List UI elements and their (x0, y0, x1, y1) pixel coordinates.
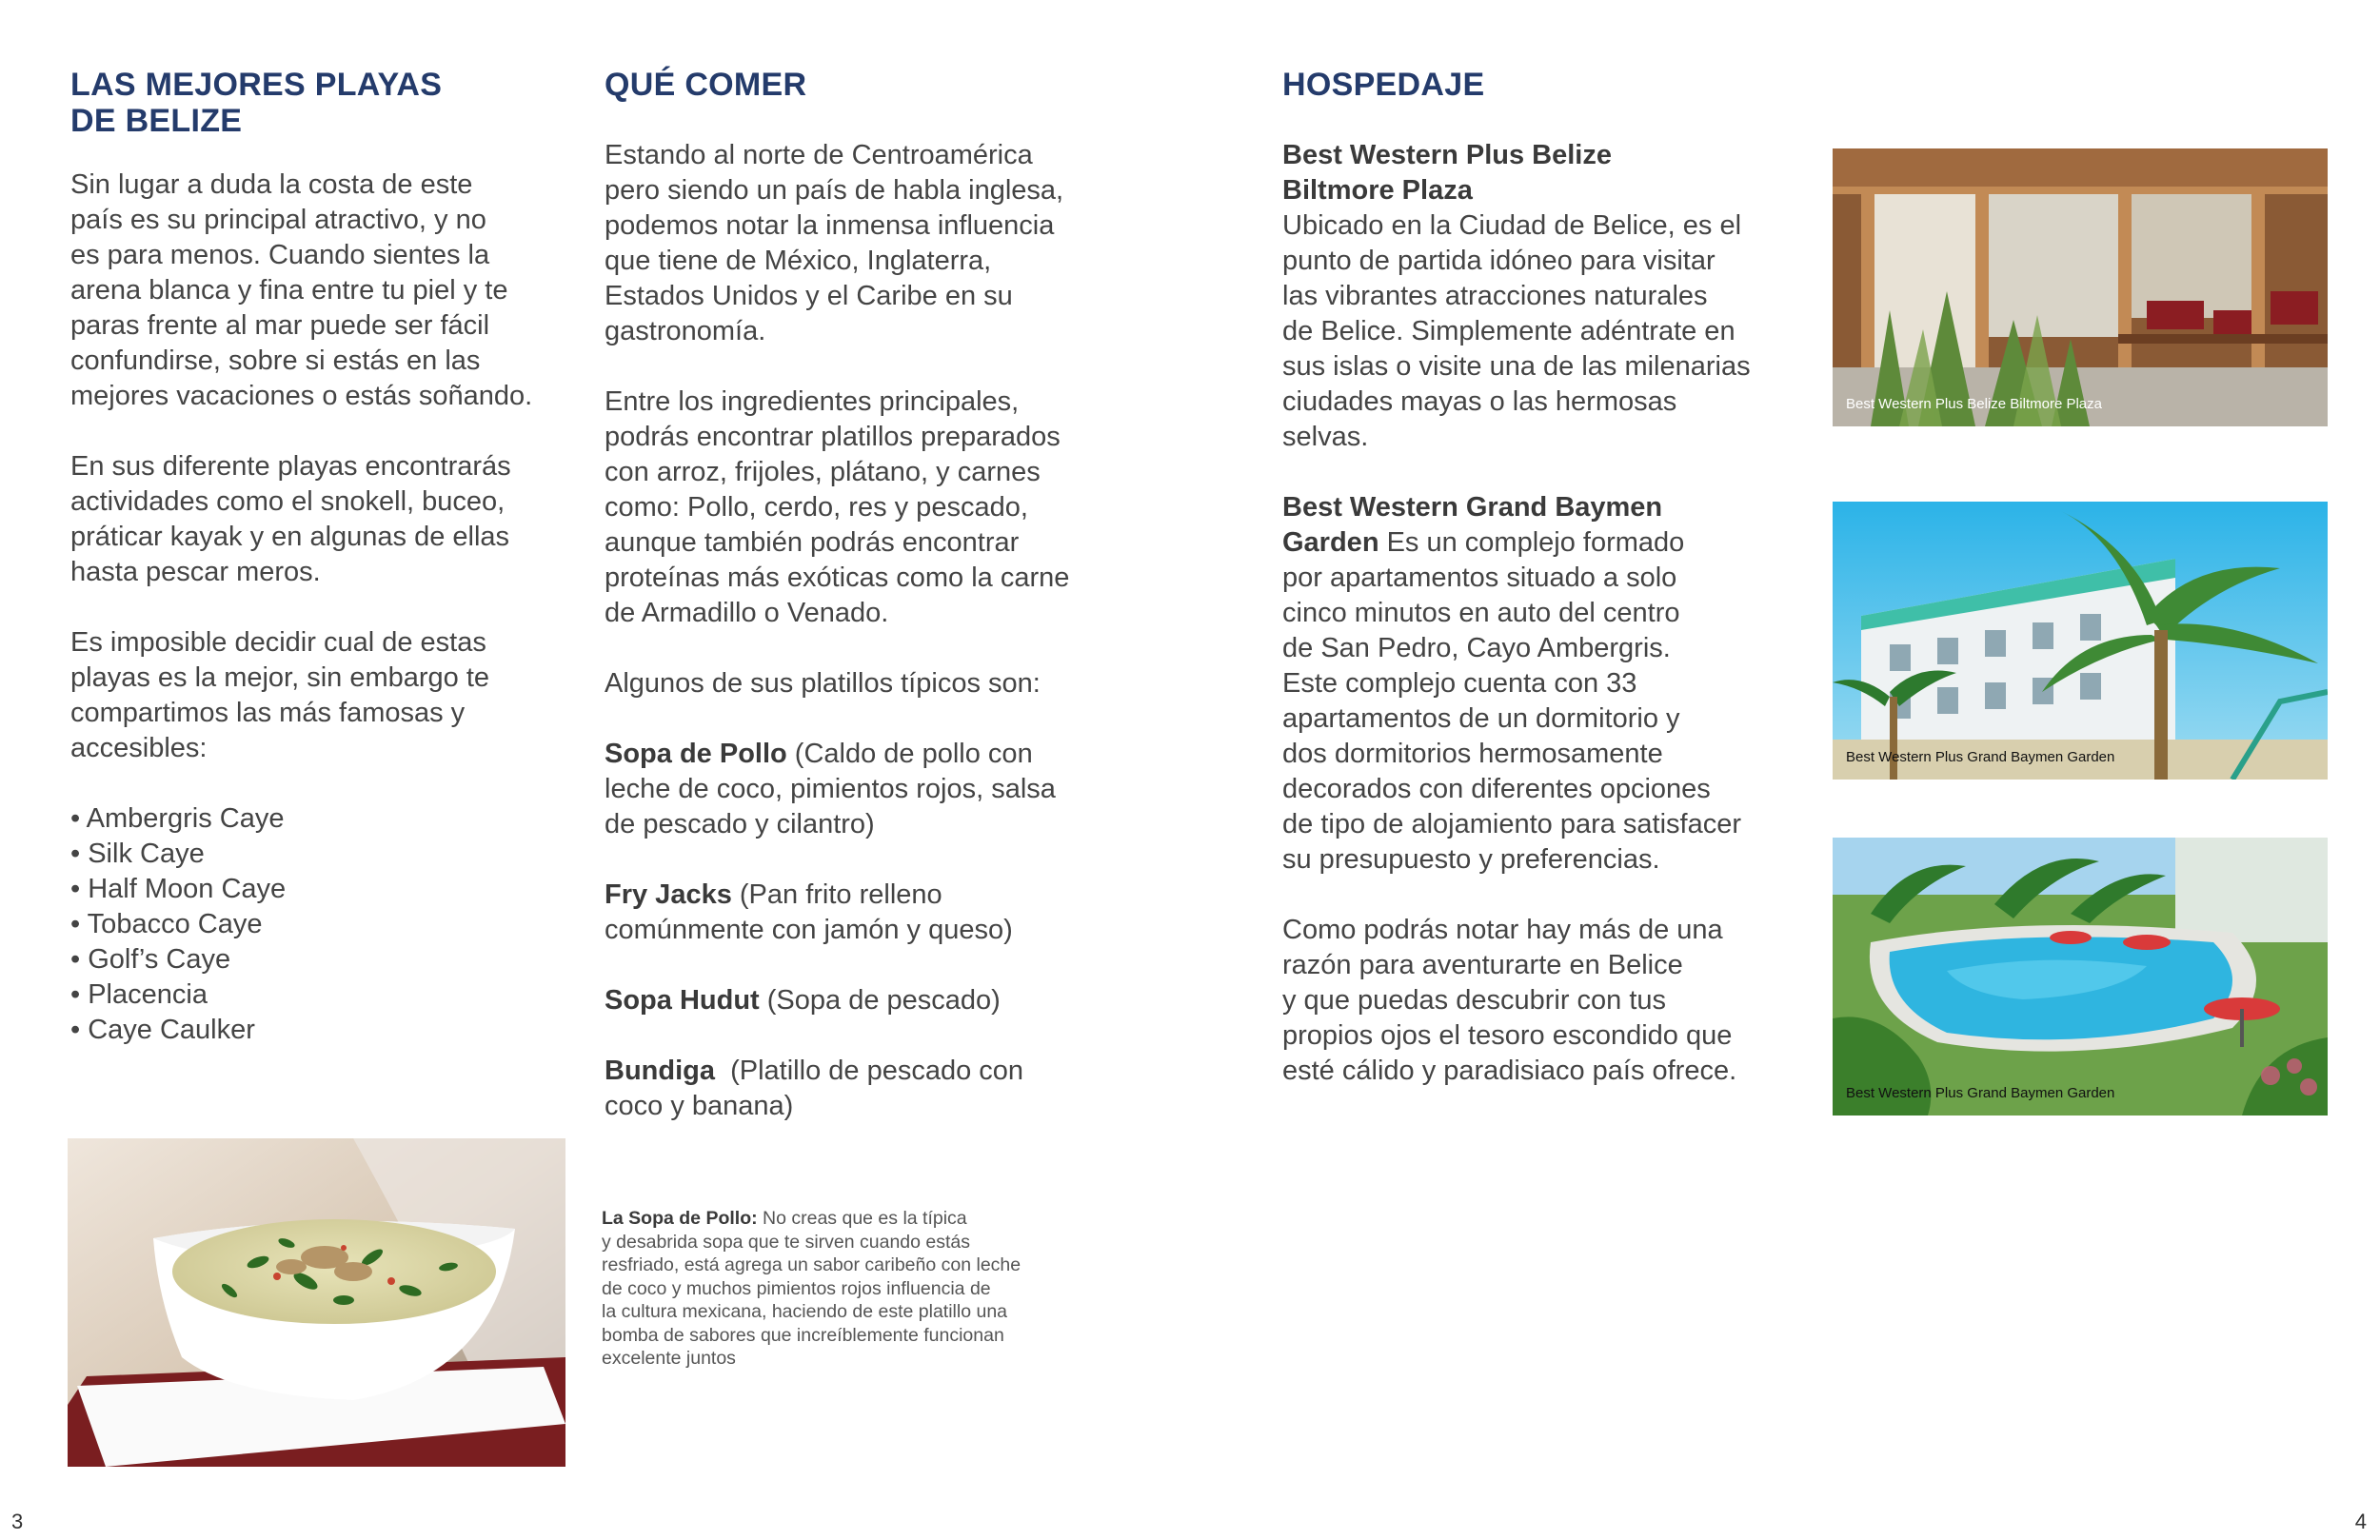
hotel-baymen-building-photo (1833, 502, 2328, 780)
food-body (605, 138, 1138, 1124)
text-line: por apartamentos situado a solo (1282, 563, 1677, 593)
dish-desc: coco y banana) (605, 1091, 794, 1121)
list-item: • Placencia (70, 979, 208, 1010)
text-line: dos dormitorios hermosamente (1282, 739, 1663, 769)
text-line: esté cálido y paradisiaco país ofrece. (1282, 1056, 1737, 1086)
text-line: con arroz, frijoles, plátano, y carnes (605, 457, 1041, 487)
list-item: • Silk Caye (70, 839, 205, 869)
hotel-name: Garden (1282, 527, 1379, 558)
text-line: Sin lugar a duda la costa de este (70, 169, 473, 200)
text-line: razón para aventurarte en Belice (1282, 950, 1683, 980)
dish-name: Sopa de Pollo (605, 739, 787, 769)
text-line: Como podrás notar hay más de una (1282, 915, 1723, 945)
soup-bowl-photo (68, 1138, 565, 1467)
text-line: Ubicado en la Ciudad de Belice, es el (1282, 210, 1742, 241)
text-line: Estando al norte de Centroamérica (605, 140, 1033, 170)
beaches-column (70, 67, 604, 1048)
text-line: de coco y muchos pimientos rojos influencia de (602, 1277, 991, 1299)
text-line: apartamentos de un dormitorio y (1282, 703, 1680, 734)
beaches-paragraph-1 (70, 168, 604, 414)
text-line: punto de partida idóneo para visitar (1282, 246, 1716, 276)
text-line: propios ojos el tesoro escondido que (1282, 1020, 1733, 1051)
text-line: Es imposible decidir cual de estas (70, 627, 486, 658)
heading-line: DE BELIZE (70, 103, 243, 139)
page-number-right: 4 (2354, 1510, 2367, 1533)
text-line: como: Pollo, cerdo, res y pescado, (605, 492, 1028, 523)
text-line: hasta pescar meros. (70, 557, 321, 587)
list-item: • Tobacco Caye (70, 909, 263, 939)
beaches-heading (70, 67, 604, 139)
photo-caption: Best Western Plus Grand Baymen Garden (1846, 1085, 2115, 1101)
dish-desc: comúnmente con jamón y queso) (605, 915, 1013, 945)
text-line: selvas. (1282, 422, 1369, 452)
text-line: mejores vacaciones o estás soñando. (70, 381, 533, 411)
hotel-biltmore (1282, 138, 1815, 455)
text-line: No creas que es la típica (757, 1208, 967, 1229)
hotel-name: Best Western Plus Belize (1282, 140, 1612, 170)
dishes-intro: Algunos de sus platillos típicos son: (605, 668, 1041, 699)
lodging-heading: HOSPEDAJE (1282, 67, 1485, 103)
text-line: de tipo de alojamiento para satisfacer (1282, 809, 1742, 839)
text-line: podemos notar la inmensa influencia (605, 210, 1055, 241)
text-line: gastronomía. (605, 316, 766, 346)
food-heading: QUÉ COMER (605, 67, 807, 103)
text-line: bomba de sabores que increíblemente funcionan (602, 1324, 1004, 1346)
photo-caption: Best Western Plus Grand Baymen Garden (1846, 749, 2115, 765)
text-line: y desabrida sopa que te sirven cuando estás (602, 1231, 971, 1253)
dish-desc: (Pan frito relleno (731, 879, 942, 910)
hotel-name: Biltmore Plaza (1282, 175, 1473, 206)
text-line: ciudades mayas o las hermosas (1282, 386, 1677, 417)
beaches-body (70, 168, 604, 1048)
text-line: podrás encontrar platillos preparados (605, 422, 1061, 452)
hotel-baymen-pool-photo (1833, 838, 2328, 1116)
beaches-paragraph-2 (70, 449, 604, 590)
dish-desc: de pescado y cilantro) (605, 809, 875, 839)
text-line: proteínas más exóticas como la carne (605, 563, 1070, 593)
food-intro (605, 138, 1138, 349)
note-lead: La Sopa de Pollo: (602, 1208, 758, 1229)
dish-sopa-de-pollo (605, 737, 1138, 842)
dish-name: Sopa Hudut (605, 985, 760, 1016)
text-line: es para menos. Cuando sientes la (70, 240, 490, 270)
text-line: excelente juntos (602, 1348, 736, 1369)
text-line: Estados Unidos y el Caribe en su (605, 281, 1013, 311)
dish-name: Bundiga (605, 1056, 715, 1086)
text-line: accesibles: (70, 733, 208, 763)
text-line: de San Pedro, Cayo Ambergris. (1282, 633, 1671, 663)
text-line: paras frente al mar puede ser fácil (70, 310, 490, 341)
page-number-left: 3 (11, 1510, 24, 1533)
text-line: En sus diferente playas encontrarás (70, 451, 511, 482)
photo-caption: Best Western Plus Belize Biltmore Plaza (1846, 396, 2102, 412)
heading-line: LAS MEJORES PLAYAS (70, 67, 443, 103)
lodging-closing (1282, 913, 1815, 1089)
text-line: aunque también podrás encontrar (605, 527, 1020, 558)
text-line: cinco minutos en auto del centro (1282, 598, 1680, 628)
dish-desc: (Caldo de pollo con (786, 739, 1033, 769)
text-line: playas es la mejor, sin embargo te (70, 662, 490, 693)
list-item: • Ambergris Caye (70, 803, 285, 834)
text-line: pero siendo un país de habla inglesa, (605, 175, 1064, 206)
text-line: la cultura mexicana, haciendo de este platillo una (602, 1301, 1008, 1322)
text-line: resfriado, está agrega un sabor caribeño con leche (602, 1254, 1021, 1275)
lodging-column (1282, 67, 1815, 1089)
text-line: actividades como el snokell, buceo, (70, 486, 506, 517)
text-line: de Belice. Simplemente adéntrate en (1282, 316, 1735, 346)
beaches-paragraph-3 (70, 625, 604, 766)
dish-desc: leche de coco, pimientos rojos, salsa (605, 774, 1056, 804)
text-line: confundirse, sobre si estás en las (70, 346, 481, 376)
beaches-list (70, 801, 604, 1048)
list-item: • Caye Caulker (70, 1015, 255, 1045)
food-ingredients (605, 385, 1138, 631)
text-line: y que puedas descubrir con tus (1282, 985, 1667, 1016)
list-item: • Half Moon Caye (70, 874, 287, 904)
text-line: decorados con diferentes opciones (1282, 774, 1711, 804)
dish-fry-jacks (605, 878, 1138, 948)
text-line: Entre los ingredientes principales, (605, 386, 1020, 417)
text-line: país es su principal atractivo, y no (70, 205, 486, 235)
hotel-baymen (1282, 490, 1815, 878)
hotel-biltmore-photo (1833, 148, 2328, 426)
hotel-name: Best Western Grand Baymen (1282, 492, 1663, 523)
text-line: sus islas o visite una de las milenarias (1282, 351, 1751, 382)
text-line: práticar kayak y en algunas de ellas (70, 522, 510, 552)
text-line: de Armadillo o Venado. (605, 598, 889, 628)
text-line: su presupuesto y preferencias. (1282, 844, 1660, 875)
dish-sopa-hudut (605, 983, 1138, 1018)
text-line: Este complejo cuenta con 33 (1282, 668, 1637, 699)
text-line: Es un complejo formado (1378, 527, 1685, 558)
dish-desc: (Sopa de pescado) (759, 985, 1001, 1016)
food-column (605, 67, 1138, 1124)
lodging-body (1282, 138, 1815, 1089)
dish-desc: (Platillo de pescado con (715, 1056, 1024, 1086)
list-item: • Golf’s Caye (70, 944, 231, 975)
text-line: las vibrantes atracciones naturales (1282, 281, 1708, 311)
text-line: arena blanca y fina entre tu piel y te (70, 275, 508, 306)
soup-note (602, 1207, 1116, 1371)
dish-name: Fry Jacks (605, 879, 732, 910)
text-line: compartimos las más famosas y (70, 698, 466, 728)
text-line: que tiene de México, Inglaterra, (605, 246, 992, 276)
dish-bundiga (605, 1054, 1138, 1124)
